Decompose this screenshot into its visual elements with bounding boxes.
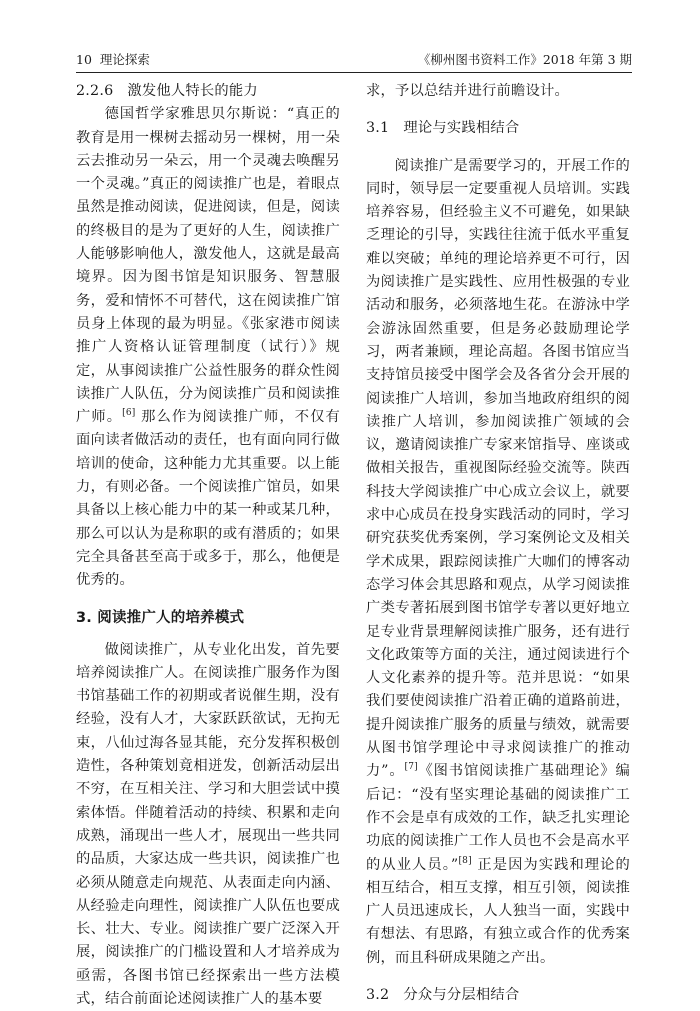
paragraph-text: 阅读推广是需要学习的，开展工作的同时，领导层一定要重视人员培训。实践培养容易，但经验主义不可避免，如果缺乏理论的引导，实践往往流于低水平重复难以突破；单纯的理论培养更不可行，因为阅读推广是实践性、应用性极强的专业活动和服务，必须落地生花。在游泳中学会游泳固然重要，但是务必鼓励理论学习，两者兼顾，理论高超。各图书馆应当支持馆员接受中图学会及各省分会开展的阅读推广人培训，参加当地政府组织的阅读推广人培训，参加阅读推广领域的会议，邀请阅读推广专家来馆指导、座谈或做相关报告，重视图际经验交流等。陕西科技大学阅读推广中心成立会议上，就要求中心成员在投身实践活动的同时，学习研究获奖优秀案例，学习案例论文及相关学术成果，跟踪阅读推广大咖们的博客动态学习体会其思路和观点，从学习阅读推广类专著拓展到图书馆学专著以更好地立足专业背景理解阅读推广服务，还有进行文化政策等方面的关注，通过阅读进行个人文化素养的提升等。范并思说：“如果我们要使阅读推广沿着正确的道路前进，提升阅读推广服务的质量与绩效，就需要从图书馆学理论中寻求阅读推广的推动力”。 [366, 157, 630, 780]
section-heading-3-1 [366, 117, 630, 140]
section-number: 2.2.6 [76, 83, 114, 99]
section-label: 理论探索 [99, 52, 150, 67]
section-heading-2-2-6 [76, 80, 340, 103]
paragraph [366, 155, 630, 970]
paragraph-text: 德国哲学家雅思贝尔斯说：“真正的教育是用一棵树去摇动另一棵树，用一朵云去推动另一朵云，用一个灵魂去唤醒另一个灵魂。”真正的阅读推广也是，着眼点虽然是推动阅读，促进阅读，但是，阅读的终极目的是为了更好的人生，阅读推广人能够影响他人，激发他人，这就是最高境界。因为图书馆是知识服务、智慧服务，爱和情怀不可替代，这在阅读推广馆员身上体现的最为明显。《张家港市阅读推广人资格认证管理制度（试行）》规定，从事阅读推广公益性服务的群众性阅读推广人队伍，分为阅读推广员和阅读推广师。 [76, 106, 340, 426]
section-heading-3: 3. 阅读推广人的培养模式 [76, 609, 245, 626]
citation-ref: [7] [404, 762, 418, 773]
header-left [76, 50, 150, 70]
paragraph: 求，予以总结并进行前瞻设计。 [366, 83, 569, 99]
running-header [76, 50, 632, 73]
paragraph-text: 那么作为阅读推广师，不仅有面向读者做活动的责任，也有面向同行做培训的使命，这种能力尤其重要。以上能力，有则必备。一个阅读推广馆员，如果具备以上核心能力中的某一种或某几种，那么可以认为是称职的或有潜质的；如果完全具备甚至高于或多于，那么，他便是优秀的。 [76, 409, 340, 589]
paragraph [76, 103, 340, 592]
spacer [366, 141, 630, 155]
spacer [366, 970, 630, 984]
journal-title: 《柳州图书资料工作》2018 年第 3 期 [417, 52, 632, 67]
section-title: 激发他人特长的能力 [127, 83, 258, 99]
citation-ref: [8] [458, 855, 472, 866]
section-title: 理论与实践相结合 [403, 120, 520, 137]
section-heading-3-2 [366, 984, 630, 1007]
paragraph: 做阅读推广，从专业化出发，首先要培养阅读推广人。在阅读推广服务作为图书馆基础工作的初期或者说催生期，没有经验，没有人才，大家跃跃欲试，无拘无束，八仙过海各显其能，充分发挥积极创造性，各种策划竟相迸发，创新活动层出不穷，在互相关注、学习和大胆尝试中摸索体悟。伴随着活动的持续、积累和走向成熟，涌现出一些人才，展现出一些共同的品质，大家达成一些共识，阅读推广也必须从随意走向规范、从表面走向内涵、从经验走向理性，阅读推广人队伍也要成长、壮大、专业。阅读推广要广泛深入开展，阅读推广的门槛设置和人才培养成为亟需，各图书馆已经探索出一些方法模式，结合前面论述阅读推广人的基本要 [76, 641, 340, 1007]
paragraph-text: 《图书馆阅读推广基础理论》编后记：“没有坚实理论基础的阅读推广工作不会是卓有成效的工作，缺乏扎实理论功底的阅读推广工作人员也不会是高水平的从业人员。” [366, 763, 630, 873]
citation-ref: [6] [122, 408, 136, 419]
spacer [366, 103, 630, 117]
page-number: 10 [76, 52, 92, 67]
section-number: 3.1 [366, 120, 390, 137]
paragraph-text: 正是因为实践和理论的相互结合，相互支撑，相互引领，阅读推广人员迅速成长，人人独当一面，实践中有想法、有思路，有独立或合作的优秀案例，而且科研成果随之产出。 [366, 856, 630, 966]
left-column [76, 80, 340, 1011]
section-title: 分众与分层相结合 [403, 986, 520, 1003]
section-number: 3.2 [366, 986, 390, 1003]
right-column [366, 80, 630, 1007]
